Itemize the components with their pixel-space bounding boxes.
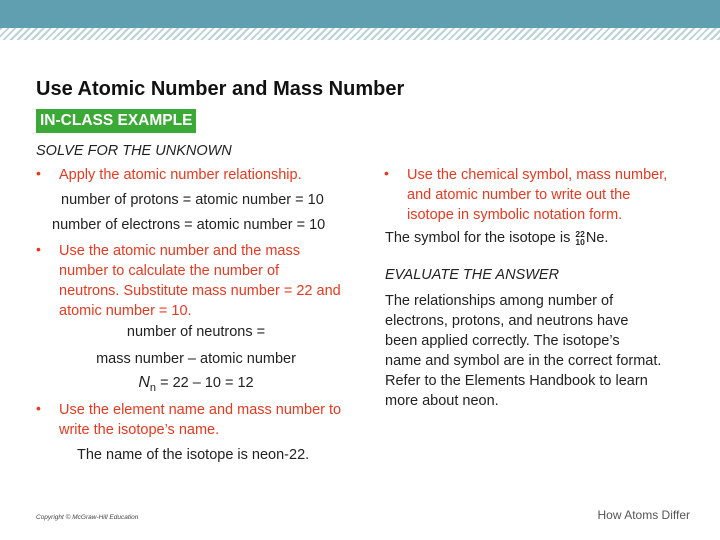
eval-line-2: electrons, protons, and neutrons have <box>385 313 629 329</box>
isotope-numbers <box>575 230 584 246</box>
bullet-2-line-3: neutrons. Substitute mass number = 22 and <box>59 283 341 299</box>
electrons-label: number of electrons = atomic number = <box>52 217 310 233</box>
n-equation: = 22 – 10 = <box>156 375 238 391</box>
bullet-dot-2: • <box>36 241 41 257</box>
name-prefix: The <box>77 447 107 463</box>
n-value: 12 <box>237 375 254 391</box>
eval-line-5: Refer to the Elements Handbook to learn <box>385 373 648 389</box>
name-word: name <box>106 447 143 463</box>
bullet-2-line-4: atomic number = 10. <box>59 303 192 319</box>
protons-equation <box>61 190 324 210</box>
symbol-middle: for the isotope is <box>459 230 575 246</box>
neutrons-line-2: mass number – atomic number <box>96 351 296 367</box>
isotope-name-line <box>77 445 309 465</box>
isotope-atomic-number: 10 <box>575 237 585 248</box>
right-bullet-line-1: Use the chemical symbol, mass number, <box>407 167 668 183</box>
eval-line-1: The relationships among number of <box>385 293 614 309</box>
evaluate-paragraph <box>385 291 661 411</box>
isotope-mass-number: 22 <box>575 229 585 240</box>
header-stripes <box>0 28 720 40</box>
isotope-period: . <box>604 230 609 246</box>
electrons-equation <box>52 215 325 235</box>
copyright-notice: Copyright © McGraw-Hill Education <box>36 514 139 521</box>
electrons-value: 10 <box>309 217 326 233</box>
eval-line-6: more about neon. <box>385 393 499 409</box>
n-subscript: n <box>149 381 157 394</box>
bullet-dot-3: • <box>36 400 41 416</box>
name-middle: of the isotope is <box>142 447 252 463</box>
n-symbol: N <box>138 374 150 391</box>
isotope-symbol-line <box>385 228 608 248</box>
bullet-dot-1: • <box>36 165 41 181</box>
isotope-symbol: Ne <box>585 230 605 246</box>
in-class-example-badge: IN-CLASS EXAMPLE <box>36 109 196 133</box>
name-value: neon-22. <box>251 447 310 463</box>
protons-value: 10 <box>307 192 324 208</box>
eval-line-3: been applied correctly. The isotope’s <box>385 333 620 349</box>
bullet-2-line-1: Use the atomic number and the mass <box>59 243 300 259</box>
right-bullet-text <box>407 165 667 225</box>
bullet-3-line-1: Use the element name and mass number to <box>59 402 342 418</box>
symbol-word: symbol <box>414 230 460 246</box>
bullet-2-text <box>59 241 341 321</box>
header-band <box>0 0 720 28</box>
bullet-3-text <box>59 400 341 440</box>
bullet-2-line-2: number to calculate the number of <box>59 263 280 279</box>
bullet-1-text: Apply the atomic number relationship. <box>59 167 302 183</box>
right-bullet-line-3: isotope in symbolic notation form. <box>407 207 623 223</box>
right-bullet-line-2: and atomic number to write out the <box>407 187 631 203</box>
slide-title: Use Atomic Number and Mass Number <box>36 78 405 100</box>
chapter-title: How Atoms Differ <box>597 508 690 522</box>
eval-line-4: name and symbol are in the correct format. <box>385 353 662 369</box>
protons-label: number of protons = atomic number = <box>61 192 308 208</box>
neutrons-line-1: number of neutrons = <box>126 324 266 340</box>
symbol-prefix: The <box>385 230 415 246</box>
solve-heading: SOLVE FOR THE UNKNOWN <box>36 143 232 159</box>
bullet-3-line-2: write the isotope’s name. <box>59 422 220 438</box>
evaluate-heading: EVALUATE THE ANSWER <box>385 267 560 283</box>
neutrons-equation <box>36 373 356 398</box>
bullet-dot-4: • <box>384 165 389 181</box>
